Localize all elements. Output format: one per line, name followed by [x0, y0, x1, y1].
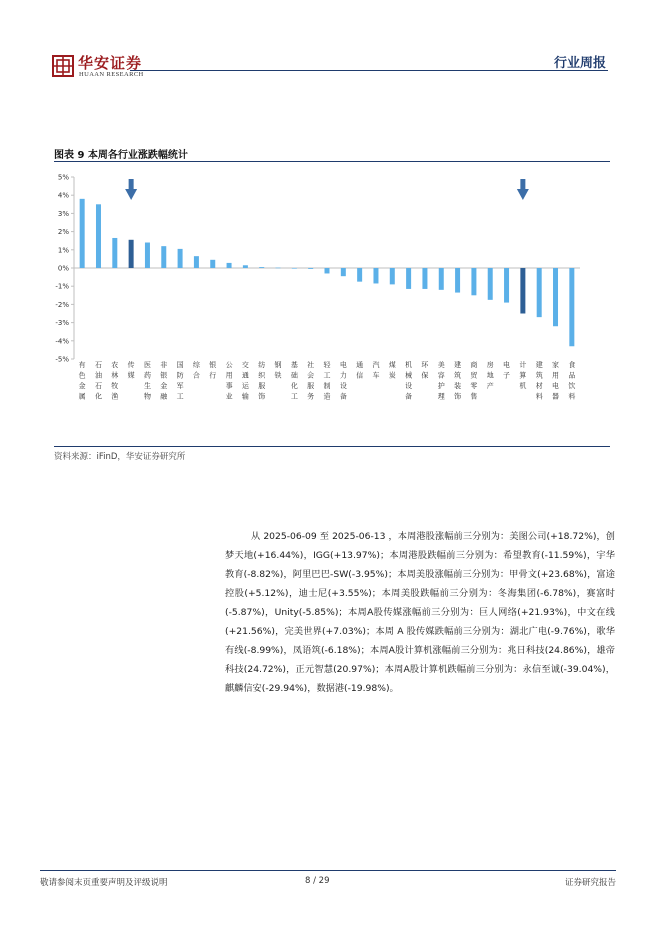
category-label: 电力设备	[339, 361, 347, 401]
y-tick-label: -4%	[55, 337, 69, 346]
category-label: 传媒	[127, 361, 135, 380]
category-label: 有色金属	[78, 361, 86, 401]
y-tick-label: -2%	[55, 300, 69, 309]
bar-房地产	[488, 268, 493, 300]
report-type: 行业周报	[553, 56, 606, 71]
y-tick-label: 2%	[57, 228, 69, 237]
page-number: 8 / 29	[305, 876, 330, 886]
bar-电力设备	[341, 268, 346, 276]
bar-基础化工	[292, 268, 297, 269]
category-label: 基础化工	[290, 361, 298, 401]
bar-钢铁	[276, 268, 281, 269]
bar-轻工制造	[325, 268, 330, 273]
bar-美容护理	[439, 268, 444, 290]
category-label: 医药生物	[143, 361, 151, 401]
company-name: 华安证券	[78, 54, 143, 72]
category-label: 计算机	[519, 361, 527, 390]
bar-农林牧渔	[112, 238, 117, 268]
body-text	[225, 527, 615, 698]
y-tick-label: 1%	[57, 246, 69, 255]
industry-change-bar-chart	[54, 163, 610, 446]
chart-bars	[80, 199, 575, 346]
category-label: 商贸零售	[470, 361, 478, 401]
y-tick-label: -3%	[55, 319, 69, 328]
bar-综合	[194, 256, 199, 268]
bar-建筑材料	[537, 268, 542, 317]
bar-电子	[504, 268, 509, 303]
category-label: 电子	[503, 361, 511, 380]
bar-环保	[422, 268, 427, 289]
category-label: 美容护理	[437, 361, 445, 401]
figure-title-divider	[54, 161, 610, 162]
category-label: 煤炭	[388, 361, 396, 380]
chart-highlight-arrows	[125, 179, 529, 200]
bar-交通运输	[243, 265, 248, 268]
category-label: 通信	[356, 361, 364, 380]
chart-axes	[55, 174, 580, 364]
category-label: 汽车	[372, 361, 380, 380]
category-label: 社会服务	[307, 361, 315, 401]
chart-category-labels	[79, 360, 576, 401]
y-tick-label: 0%	[57, 264, 69, 273]
category-label: 石油石化	[94, 361, 102, 401]
category-label: 家用电器	[552, 361, 560, 401]
bar-机械设备	[406, 268, 411, 289]
category-label: 钢铁	[274, 361, 282, 380]
bar-通信	[357, 268, 362, 282]
company-logo-icon	[52, 55, 74, 77]
header-divider	[130, 70, 608, 71]
bar-计算机	[520, 268, 525, 314]
arrow-down-icon	[125, 179, 137, 200]
y-tick-label: 5%	[57, 173, 69, 182]
bar-食品饮料	[569, 268, 574, 346]
bar-商贸零售	[471, 268, 476, 295]
bar-社会服务	[308, 268, 313, 269]
y-tick-label: 3%	[57, 209, 69, 218]
figure-bottom-divider	[54, 446, 610, 447]
bar-有色金属	[80, 199, 85, 268]
category-label: 机械设备	[405, 361, 413, 401]
category-label: 国防军工	[176, 361, 184, 401]
bar-传媒	[129, 240, 134, 268]
figure-source: 资料来源：iFinD，华安证券研究所	[54, 452, 186, 462]
category-label: 环保	[421, 361, 429, 380]
y-tick-label: -1%	[55, 282, 69, 291]
category-label: 房地产	[486, 361, 494, 390]
arrow-down-icon	[517, 179, 529, 200]
category-label: 综合	[192, 361, 200, 380]
category-label: 非银金融	[160, 361, 168, 401]
footer-doc-type: 证券研究报告	[564, 878, 616, 888]
bar-国防军工	[178, 249, 183, 268]
category-label: 银行	[209, 361, 217, 380]
category-label: 食品饮料	[568, 361, 576, 401]
bar-纺织服饰	[259, 267, 264, 268]
y-tick-label: 4%	[57, 191, 69, 200]
bar-公用事业	[227, 263, 232, 268]
bar-煤炭	[390, 268, 395, 284]
bar-石油石化	[96, 204, 101, 268]
figure-title: 图表 9 本周各行业涨跌幅统计	[54, 150, 188, 161]
category-label: 交通运输	[241, 361, 249, 401]
bar-非银金融	[161, 246, 166, 268]
category-label: 纺织服饰	[258, 361, 266, 401]
bar-汽车	[373, 268, 378, 283]
footer-divider	[40, 870, 616, 871]
category-label: 农林牧渔	[111, 361, 119, 401]
y-tick-label: -5%	[55, 355, 69, 364]
category-label: 建筑材料	[535, 361, 543, 401]
category-label: 轻工制造	[323, 361, 331, 401]
bar-医药生物	[145, 243, 150, 268]
company-name-en: HUAAN RESEARCH	[79, 71, 144, 78]
body-paragraph: 从 2025-06-09 至 2025-06-13 ，本周港股涨幅前三分别为：美图公司(+18.72%)，创梦天地(+16.44%)，IGG(+13.97%)；本周港股跌幅前三分别为：希望教育(-11.59%)，宇华教育(-8.82%)，阿里巴巴-SW(-3.95%)；本周美股涨幅前三分别为：甲骨文(+23.68%)，富途控股(+5.12%)，迪士尼(+3.55%)；本周美股跌幅前三分别为：冬海集团(-6.78%)，赛富时(-5.87%)，Unity(-5.85%)；本周A股传媒涨幅前三分别为：巨人网络(+21.93%)，中文在线(+21.56%)，完美世界(+7.03%)；本周 A 股传媒跌幅前三分别为：湖北广电(-9.76%)，歌华有线(-8.99%)，凤语筑(-6.18%)；本周A股计算机涨幅前三分别为：兆日科技(24.86%)，雄帝科技(24.72%)，正元智慧(20.97%)；本周A股计算机跌幅前三分别为：永信至诚(-39.04%)，麒麟信安(-29.94%)，数据港(-19.98%)。	[225, 531, 615, 694]
category-label: 公用事业	[225, 361, 233, 401]
category-label: 建筑装饰	[454, 361, 462, 401]
footer-disclaimer: 敬请参阅末页重要声明及评级说明	[40, 878, 168, 888]
bar-家用电器	[553, 268, 558, 326]
bar-银行	[210, 260, 215, 268]
bar-建筑装饰	[455, 268, 460, 293]
